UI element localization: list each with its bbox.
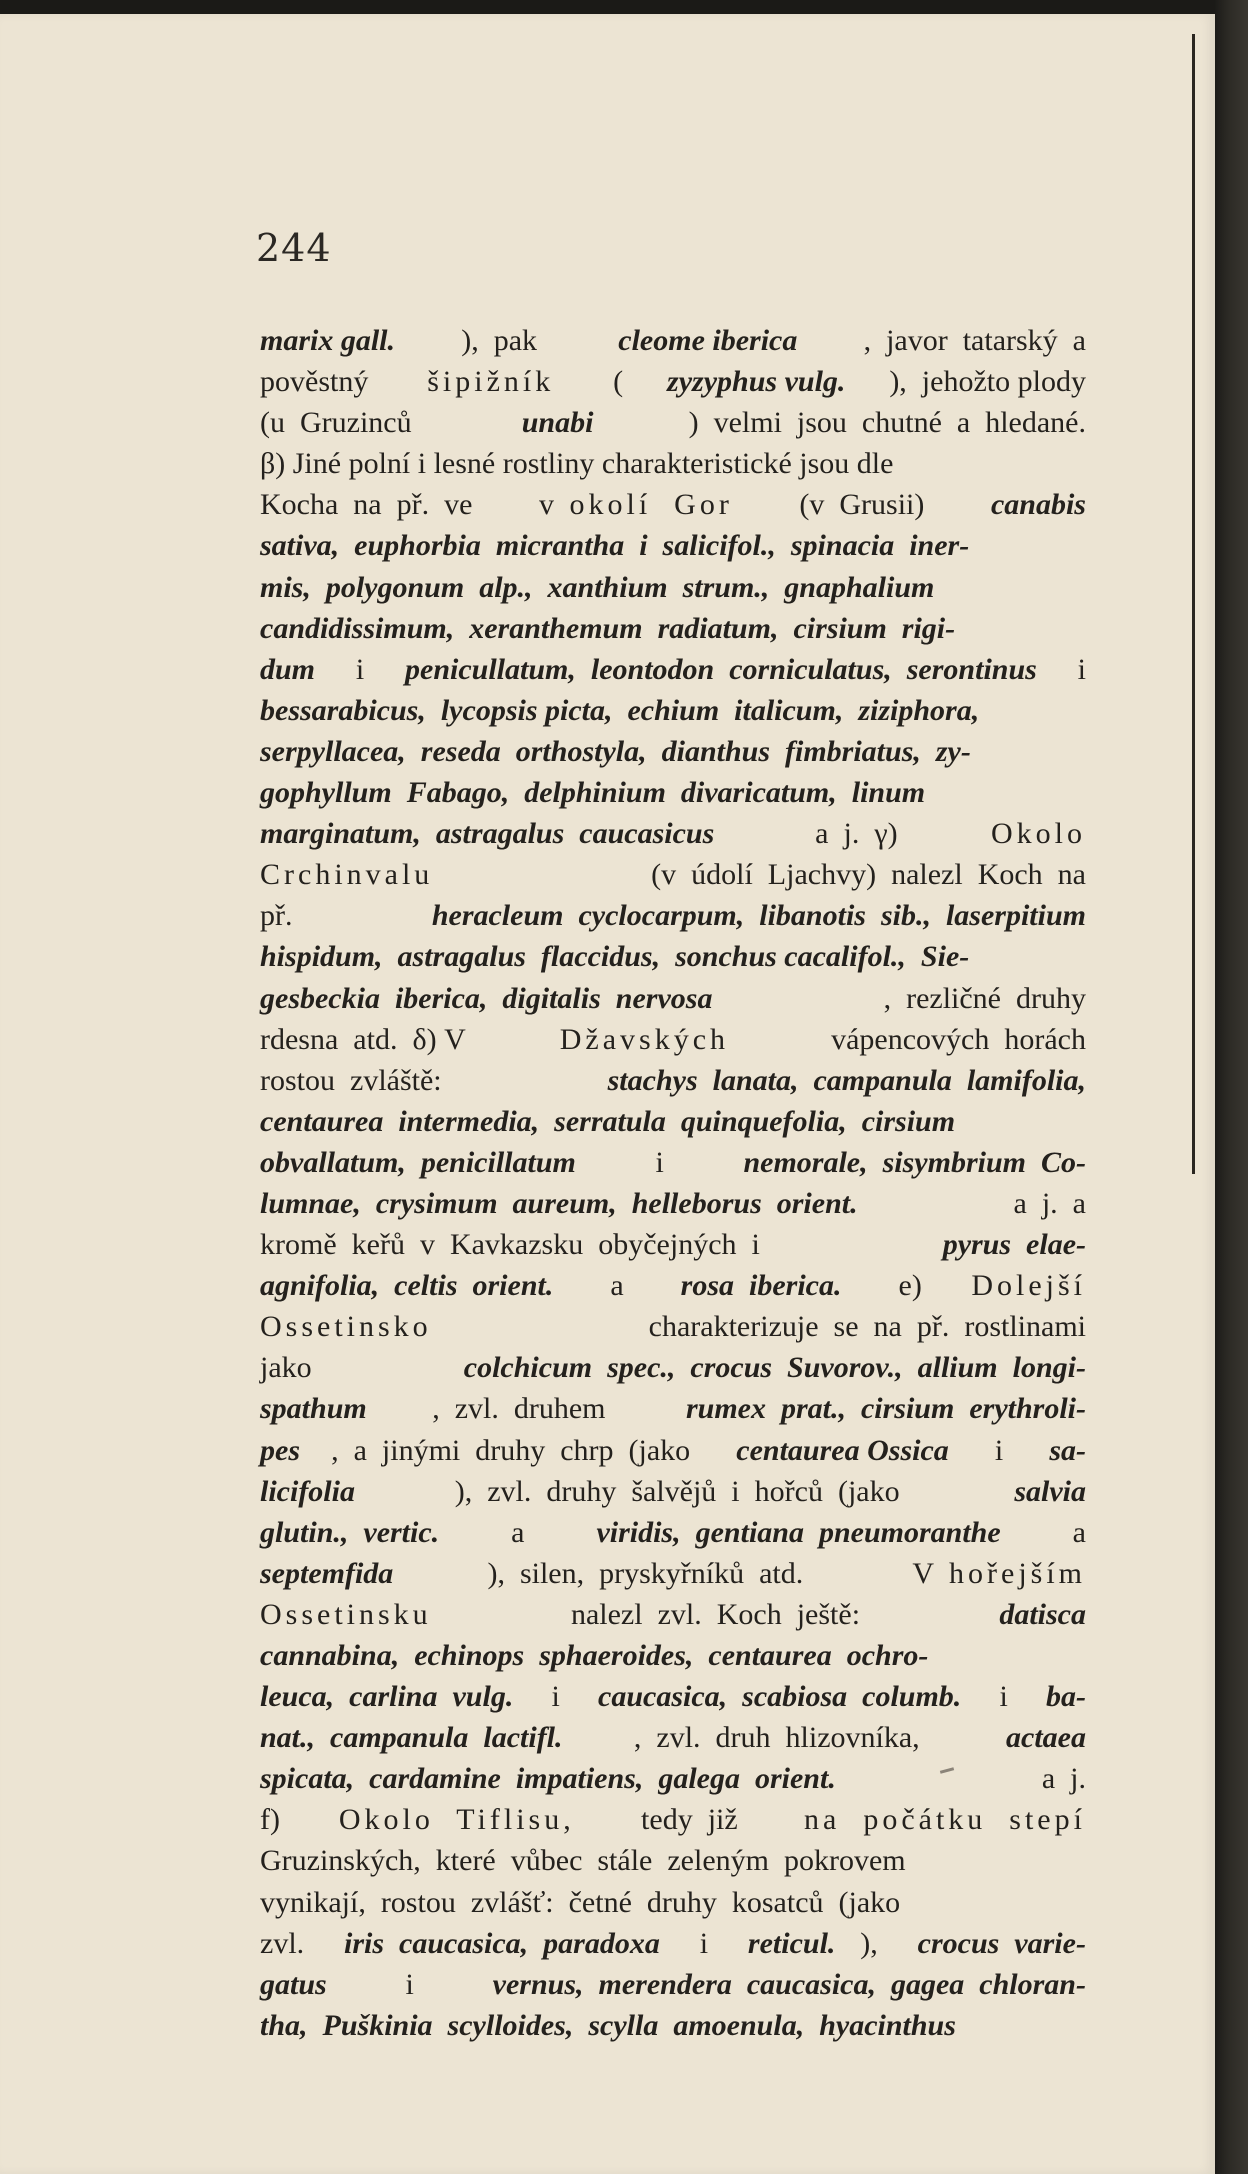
text-line	[260, 608, 1086, 649]
text-line	[260, 772, 1086, 813]
text-segment: ),	[860, 1926, 893, 1960]
text-segment: vynikají, rostou zvlášť: četné druhy kosatců (jako	[260, 1885, 901, 1919]
text-segment: zvl.	[260, 1926, 320, 1960]
book-spine-shadow	[1215, 0, 1248, 2174]
text-line	[260, 1265, 1086, 1306]
latin-name-text: vernus, merendera caucasica, gagea chloran-	[492, 1967, 1086, 2001]
text-segment: a j. γ)	[800, 817, 906, 851]
text-segment: β) Jiné polní i lesné rostliny charakteristické jsou dle	[260, 447, 894, 481]
text-line	[260, 361, 1086, 402]
text-line	[260, 1512, 1086, 1553]
text-line	[260, 1306, 1086, 1347]
latin-name-text: stachys lanata, campanula lamifolia,	[607, 1063, 1086, 1097]
text-line	[260, 1224, 1086, 1265]
spaced-text: Dolejší	[971, 1269, 1086, 1303]
text-segment: charakterizuje se na př. rostlinami	[633, 1310, 1086, 1344]
text-segment: , zvl. druhem	[432, 1392, 621, 1426]
text-line	[260, 895, 1086, 936]
text-segment: (u Gruzinců	[260, 406, 427, 440]
text-segment: , zvl. druh hlizovníka,	[633, 1721, 935, 1755]
latin-name-text: candidissimum, xeranthemum radiatum, cirsium rigi-	[260, 611, 956, 645]
text-segment: (v údolí Ljachvy) nalezl Koch na	[636, 858, 1086, 892]
latin-name-text: reticul.	[747, 1926, 836, 1960]
text-line	[260, 978, 1086, 1019]
spaced-text: Okolo	[990, 817, 1086, 851]
text-segment: Gruzinských, které vůbec stále zeleným pokrovem	[260, 1844, 906, 1878]
latin-name-text: licifolia	[260, 1474, 355, 1508]
text-line	[260, 1594, 1086, 1635]
latin-name-text: marginatum, astragalus caucasicus	[260, 817, 715, 851]
text-segment: i	[536, 1680, 575, 1714]
latin-name-text: agnifolia, celtis orient.	[260, 1269, 554, 1303]
text-line	[260, 1471, 1086, 1512]
text-line	[260, 854, 1086, 895]
text-segment: vápencových horách	[816, 1022, 1086, 1056]
spaced-text: šipižník	[427, 365, 555, 399]
latin-name-text: marix gall.	[260, 324, 396, 357]
text-segment: , a jinými druhy chrp (jako	[331, 1433, 706, 1467]
latin-name-text: nat., campanula lactifl.	[260, 1721, 563, 1755]
text-line	[260, 1101, 1086, 1142]
spaced-text: Ossetinsku	[260, 1597, 432, 1631]
text-segment: ), jehožto plody	[889, 365, 1086, 399]
latin-name-text: centaurea intermedia, serratula quinquefolia, cirsium	[260, 1104, 956, 1138]
latin-name-text: pes	[260, 1433, 300, 1467]
latin-name-text: rosa iberica.	[680, 1269, 842, 1303]
text-segment: pověstný	[260, 365, 384, 399]
latin-name-text: viridis, gentiana pneumoranthe	[596, 1515, 1001, 1549]
latin-name-text: salvia	[1014, 1474, 1086, 1508]
latin-name-text: crocus varie-	[917, 1926, 1086, 1960]
text-segment: e)	[883, 1269, 930, 1303]
text-segment: a	[496, 1515, 540, 1549]
text-line	[260, 1019, 1086, 1060]
book-page	[0, 14, 1215, 2174]
latin-name-text: unabi	[521, 406, 594, 440]
text-line	[260, 1142, 1086, 1183]
latin-name-text: leuca, carlina vulg.	[260, 1680, 514, 1714]
latin-name-text: cannabina, echinops sphaeroides, centaurea ochro-	[260, 1639, 929, 1672]
text-line	[260, 443, 1086, 484]
text-segment: i	[390, 1967, 429, 2001]
latin-name-text: colchicum spec., crocus Suvorov., allium longi-	[463, 1351, 1086, 1385]
latin-name-text: spicata, cardamine impatiens, galega orient.	[260, 1762, 836, 1796]
text-segment: i	[340, 652, 380, 686]
text-segment: f)	[260, 1803, 288, 1837]
text-line	[260, 1840, 1086, 1881]
latin-name-text: pyrus elae-	[942, 1228, 1086, 1262]
text-line	[260, 1964, 1086, 2005]
spaced-text: Ossetinsko	[260, 1310, 432, 1344]
page-number: 244	[256, 226, 332, 270]
latin-name-text: dum	[260, 652, 316, 686]
text-segment: jako	[260, 1351, 327, 1385]
text-line	[260, 690, 1086, 731]
text-line	[260, 1635, 1086, 1676]
text-segment: a	[595, 1269, 639, 1303]
latin-name-text: gesbeckia iberica, digitalis nervosa	[260, 981, 713, 1015]
text-line	[260, 484, 1086, 525]
text-line	[260, 1799, 1086, 1840]
text-line	[260, 320, 1086, 361]
text-line	[260, 1758, 1086, 1799]
latin-name-text: canabis	[990, 488, 1086, 522]
latin-name-text: ba-	[1045, 1680, 1086, 1714]
text-line	[260, 813, 1086, 854]
text-segment: ), silen, pryskyřníků atd.	[487, 1556, 819, 1590]
text-segment: rostou zvláště:	[260, 1063, 457, 1097]
latin-name-text: centaurea Ossica	[736, 1433, 949, 1467]
latin-name-text: obvallatum, penicillatum	[260, 1145, 576, 1179]
text-segment: i	[979, 1433, 1019, 1467]
latin-name-text: septemfida	[260, 1556, 394, 1590]
text-segment: a j.	[1026, 1762, 1086, 1796]
text-segment: rdesna atd. δ) V	[260, 1022, 473, 1056]
latin-name-text: gatus	[260, 1967, 327, 2001]
latin-name-text: heracleum cyclocarpum, libanotis sib., laserpitium	[431, 899, 1086, 933]
spaced-text: V hořejším	[912, 1556, 1086, 1590]
text-segment: př.	[260, 899, 308, 933]
text-line	[260, 1882, 1086, 1923]
latin-name-text: zyzyphus vulg.	[667, 365, 846, 399]
spaced-text: na počátku stepí	[804, 1803, 1086, 1837]
latin-name-text: lumnae, crysimum aureum, helleborus orient.	[260, 1186, 858, 1220]
latin-name-text: bessarabicus, lycopsis picta, echium italicum, ziziphora,	[260, 693, 980, 727]
text-segment: nalezl zvl. Koch ještě:	[555, 1597, 876, 1631]
text-segment: i	[640, 1145, 679, 1179]
text-line	[260, 1717, 1086, 1758]
spaced-text: Okolo Tiflisu,	[338, 1803, 575, 1837]
latin-name-text: serpyllacea, reseda orthostyla, dianthus fimbriatus, zy-	[260, 734, 971, 768]
text-line	[260, 1388, 1086, 1429]
latin-name-text: iris caucasica, paradoxa	[344, 1926, 660, 1960]
text-segment: i	[684, 1926, 724, 1960]
text-line	[260, 1676, 1086, 1717]
latin-name-text: hispidum, astragalus flaccidus, sonchus cacalifol., Sie-	[260, 940, 970, 974]
text-line	[260, 1430, 1086, 1471]
text-line	[260, 936, 1086, 977]
text-segment: tedy již	[626, 1803, 753, 1837]
text-segment: Kocha na př. ve	[260, 488, 488, 522]
latin-name-text: datisca	[999, 1597, 1086, 1631]
page-edge-line	[1192, 34, 1195, 1174]
text-segment: ), pak	[461, 324, 553, 357]
text-segment: ) velmi jsou chutné a hledané.	[688, 406, 1086, 440]
body-text	[260, 320, 1086, 2046]
latin-name-text: rumex prat., cirsium erythroli-	[685, 1392, 1086, 1426]
latin-name-text: cleome iberica	[618, 324, 798, 357]
latin-name-text: sa-	[1049, 1433, 1086, 1467]
latin-name-text: mis, polygonum alp., xanthium strum., gnaphalium	[260, 570, 935, 604]
text-line	[260, 2005, 1086, 2046]
text-segment: i	[984, 1680, 1023, 1714]
text-line	[260, 1347, 1086, 1388]
text-segment: (v Grusii)	[784, 488, 940, 522]
text-segment: a	[1057, 1515, 1086, 1549]
text-line	[260, 1060, 1086, 1101]
text-segment: a j. a	[998, 1186, 1086, 1220]
text-line	[260, 731, 1086, 772]
text-line	[260, 567, 1086, 608]
text-segment: (	[598, 365, 624, 399]
text-segment: ), zvl. druhy šalvějů i hořců (jako	[454, 1474, 915, 1508]
latin-name-text: sativa, euphorbia micrantha i salicifol., spinacia iner-	[260, 529, 970, 563]
latin-name-text: gophyllum Fabago, delphinium divaricatum, linum	[260, 776, 926, 810]
text-line	[260, 649, 1086, 690]
text-line	[260, 402, 1086, 443]
latin-name-text: tha, Puškinia scylloides, scylla amoenula, hyacinthus	[260, 2008, 956, 2042]
latin-name-text: nemorale, sisymbrium Co-	[743, 1145, 1086, 1179]
text-line	[260, 525, 1086, 566]
text-segment: kromě keřů v Kavkazsku obyčejných i	[260, 1228, 775, 1262]
text-line	[260, 1183, 1086, 1224]
latin-name-text: caucasica, scabiosa columb.	[598, 1680, 962, 1714]
latin-name-text: actaea	[1006, 1721, 1086, 1755]
spaced-text: Crchinvalu	[260, 858, 434, 892]
text-segment: i	[1062, 652, 1086, 686]
latin-name-text: glutin., vertic.	[260, 1515, 440, 1549]
text-line	[260, 1923, 1086, 1964]
spaced-text: Džavských	[559, 1022, 730, 1056]
text-segment: , rezličné druhy	[883, 981, 1086, 1015]
spaced-text: v okolí Gor	[539, 488, 733, 522]
latin-name-text: penicullatum, leontodon corniculatus, serontinus	[405, 652, 1037, 686]
text-segment: , javor tatarský a	[863, 324, 1086, 357]
text-line	[260, 1553, 1086, 1594]
latin-name-text: spathum	[260, 1392, 367, 1426]
